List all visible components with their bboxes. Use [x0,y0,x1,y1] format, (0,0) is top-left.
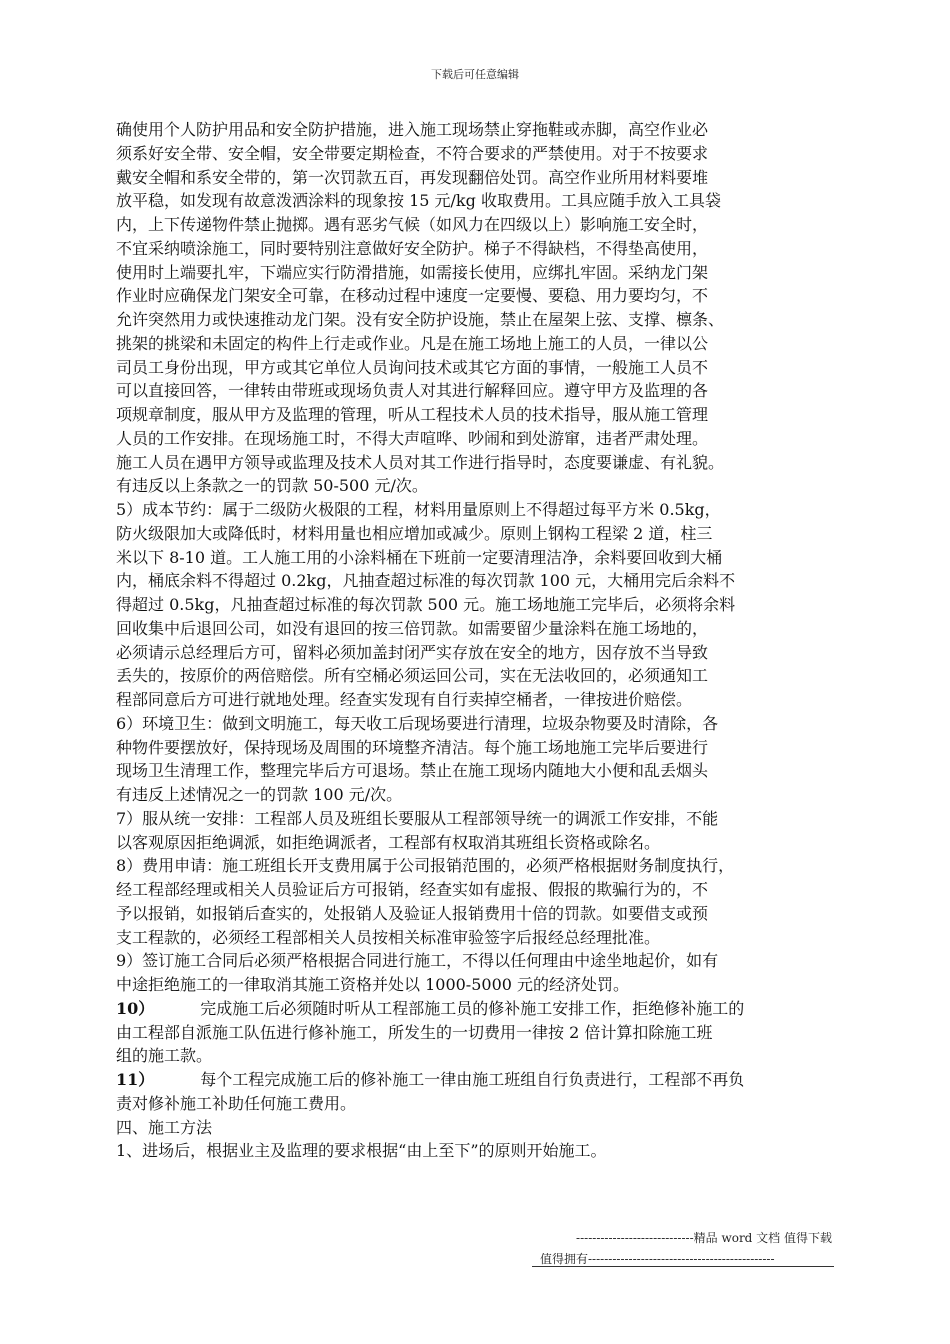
section-11-repair-cost [116,1068,844,1092]
section-6-environment: 6）环境卫生：做到文明施工，每天收工后现场要进行清理，垃圾杂物要及时清除，各 [116,713,719,733]
body-line: 得超过 0.5kg，凡抽查超过标准的每次罚款 500 元。施工场地施工完毕后，必须将余料 [116,595,736,614]
body-line: 程部同意后方可进行就地处理。经查实发现有自行卖掉空桶者，一律按进价赔偿。 [116,690,693,709]
body-line: 确使用个人防护用品和安全防护措施，进入施工现场禁止穿拖鞋或赤脚，高空作业必 [116,120,709,139]
body-line: 放平稳，如发现有故意泼洒涂料的现象按 15 元/kg 收取费用。工具应随手放入工具袋 [116,191,721,211]
body-line: 以客观原因拒绝调派，如拒绝调派者，工程部有权取消其班组长资格或除名。 [116,832,661,852]
body-line: 责对修补施工补助任何施工费用。 [116,1093,357,1113]
body-line: 内，上下传递物件禁止抛掷。遇有恶劣气候（如风力在四级以上）影响施工安全时， [116,215,709,234]
body-line: 防火级限加大或降低时，材料用量也相应增加或减少。原则上钢构工程梁 2 道，柱三 [116,523,713,543]
item-label: 11） [116,1070,155,1089]
body-line: 戴安全帽和系安全带的，第一次罚款五百，再发现翻倍处罚。高空作业所用材料要堆 [116,167,709,187]
body-line: 人员的工作安排。在现场施工时，不得大声喧哗、吵闹和到处游窜，违者严肃处理。 [116,428,709,448]
section-9-contract: 9）签订施工合同后必须严格根据合同进行施工，不得以任何理由中途坐地起价，如有 [116,951,719,971]
body-line: 组的施工款。 [116,1046,213,1066]
body-line: 种物件要摆放好，保持现场及周围的环境整齐清洁。每个施工场地施工完毕后要进行 [116,737,709,757]
body-line: 有违反以上条款之一的罚款 50-500 元/次。 [116,476,428,496]
body-line: 须系好安全带、安全帽，安全带要定期检查，不符合要求的严禁使用。对于不按要求 [116,143,709,163]
body-line: 作业时应确保龙门架安全可靠，在移动过程中速度一定要慢、要稳、用力要均匀，不 [116,286,709,306]
body-line: 予以报销，如报销后查实的，处报销人及验证人报销费用十倍的罚款。如要借支或预 [116,903,709,923]
item-text: 每个工程完成施工后的修补施工一律由施工班组自行负责进行，工程部不再负 [200,1070,745,1089]
body-line: 必须请示总经理后方可，留料必须加盖封闭严实存放在安全的地方，因存放不当导致 [116,642,709,662]
section-10-repair [116,997,844,1021]
body-line: 司员工身份出现，甲方或其它单位人员询问技术或其它方面的事情，一般施工人员不 [116,357,709,377]
section-5-cost-saving: 5）成本节约：属于二级防火极限的工程，材料用量原则上不得超过每平方米 0.5kg， [116,500,721,519]
body-line: 中途拒绝施工的一律取消其施工资格并处以 1000-5000 元的经济处罚。 [116,975,630,994]
body-line: 内，桶底余料不得超过 0.2kg，凡抽查超过标准的每次罚款 100 元，大桶用完后余料不 [116,571,736,591]
footer-line-2: 值得拥有---------------------------------------------- [540,1252,775,1266]
section-7-obey-arrangement: 7）服从统一安排：工程部人员及班组长要服从工程部领导统一的调派工作安排，不能 [116,808,719,828]
body-line: 可以直接回答，一律转由带班或现场负责人对其进行解释回应。遵守甲方及监理的各 [116,381,709,401]
document-body [116,118,844,1163]
body-line: 有违反上述情况之一的罚款 100 元/次。 [116,785,403,804]
item-text: 完成施工后必须随时听从工程部施工员的修补施工安排工作，拒绝修补施工的 [200,998,745,1018]
body-line: 允许突然用力或快速推动龙门架。没有安全防护设施，禁止在屋架上弦、支撑、檩条、 [116,310,725,329]
section-8-expense-application: 8）费用申请：施工班组长开支费用属于公司报销范围的，必须严格根据财务制度执行， [116,856,735,876]
body-line: 使用时上端要扎牢，下端应实行防滑措施，如需接长使用，应绑扎牢固。采纳龙门架 [116,262,709,282]
section-heading-construction-method: 四、施工方法 [116,1117,213,1137]
body-line: 施工人员在遇甲方领导或监理及技术人员对其工作进行指导时，态度要谦虚、有礼貌。 [116,452,725,472]
body-line: 项规章制度，服从甲方及监理的管理，听从工程技术人员的技术指导，服从施工管理 [116,405,709,424]
page-header: 下载后可任意编辑 [431,68,519,81]
body-line: 回收集中后退回公司，如没有退回的按三倍罚款。如需要留少量涂料在施工场地的， [116,618,709,638]
body-line: 经工程部经理或相关人员验证后方可报销，经查实如有虚报、假报的欺骗行为的，不 [116,880,709,899]
footer-line-1: -----------------------------精品 word 文档 值得下载 [576,1231,832,1245]
footer-rule [532,1266,834,1267]
body-line: 挑架的挑梁和未固定的构件上行走或作业。凡是在施工场地上施工的人员，一律以公 [116,333,709,353]
body-line: 不宜采纳喷涂施工，同时要特别注意做好安全防护。梯子不得缺档，不得垫高使用， [116,238,709,258]
item-label: 10） [116,998,155,1018]
body-line: 1、进场后，根据业主及监理的要求根据“由上至下”的原则开始施工。 [116,1141,607,1161]
body-line: 米以下 8-10 道。工人施工用的小涂料桶在下班前一定要清理洁净，余料要回收到大桶 [116,547,723,567]
body-line: 由工程部自派施工队伍进行修补施工，所发生的一切费用一律按 2 倍计算扣除施工班 [116,1022,713,1042]
body-line: 支工程款的，必须经工程部相关人员按相关标准审验签字后报经总经理批准。 [116,927,661,947]
body-line: 丢失的，按原价的两倍赔偿。所有空桶必须运回公司，实在无法收回的，必须通知工 [116,666,709,686]
body-line: 现场卫生清理工作，整理完毕后方可退场。禁止在施工现场内随地大小便和乱丢烟头 [116,761,709,781]
